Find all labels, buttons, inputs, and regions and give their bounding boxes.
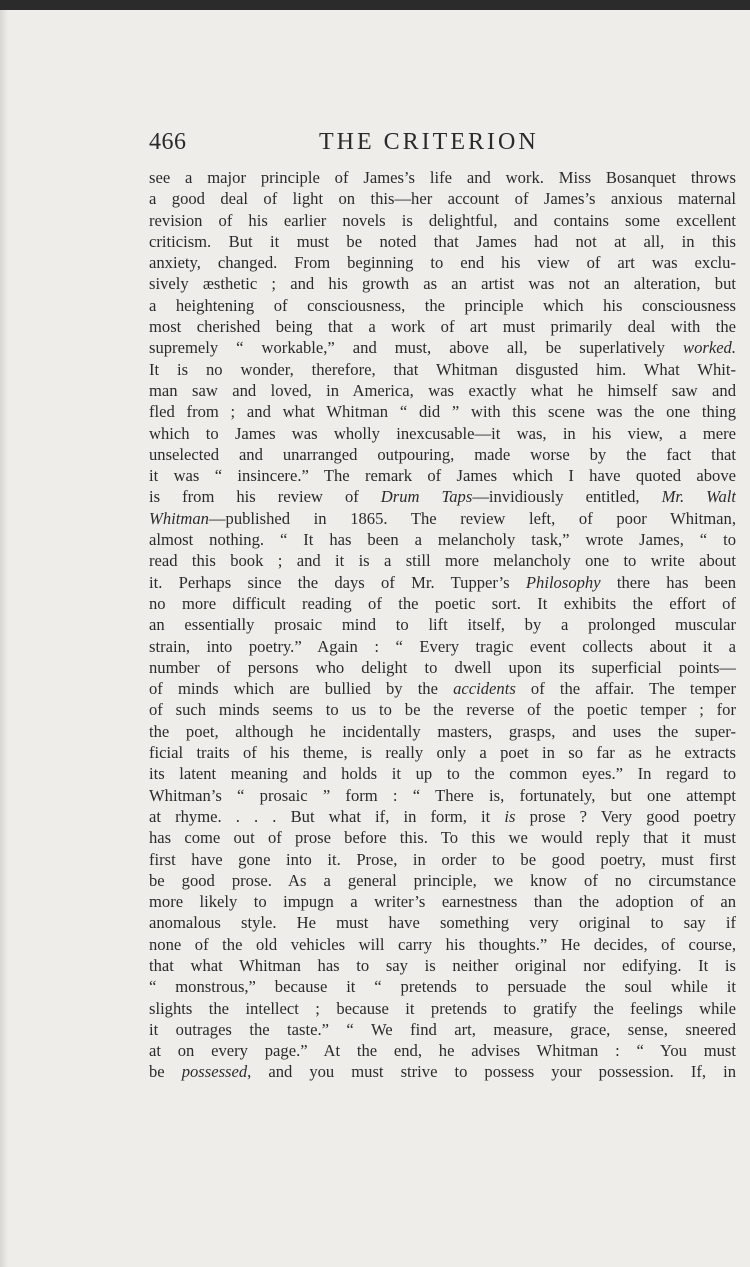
text-segment: criticism. But it must be noted that James had not at all, in this [149,231,736,251]
text-segment: man saw and loved, in America, was exactly what he himself saw and [149,380,736,400]
text-segment: it was “ insincere.” The remark of James which I have quoted above [149,466,736,486]
text-segment: a heightening of consciousness, the principle which his consciousness [149,295,736,315]
text-segment: —published in 1865. The review left, of poor Whitman, [208,508,736,528]
text-segment: no more difficult reading of the poetic sort. It exhibits the effort of [149,593,736,613]
text-line [149,657,736,678]
italic-text: possessed [181,1062,248,1082]
text-segment: prose ? Very good poetry [515,806,736,826]
text-segment: fled from ; and what Whitman “ did ” with this scene was the one thing [149,402,736,422]
text-segment: , and you must strive to possess your possession. If, in [247,1062,736,1082]
text-segment: that what Whitman has to say is neither original nor edifying. It is [149,955,736,975]
text-segment: of such minds seems to us to be the reverse of the poetic temper ; for [149,700,736,720]
text-segment: “ monstrous,” because it “ pretends to persuade the soul while it [149,977,736,997]
text-line [149,806,736,827]
text-segment: which to James was wholly inexcusable—it was, in his view, a mere [149,423,736,443]
text-line [149,529,736,550]
text-segment: strain, into poetry.” Again : “ Every tragic event collects about it a [149,636,736,656]
text-segment: is from his review of [149,487,381,507]
text-line [149,273,736,294]
text-segment: it. Perhaps since the days of Mr. Tupper’s [149,572,526,592]
italic-text: Drum Taps [380,487,473,507]
text-segment: of the affair. The temper [515,679,736,699]
text-line [149,699,736,720]
text-line [149,572,736,593]
text-segment: an essentially prosaic mind to lift itself, by a prolonged muscular [149,615,736,635]
text-line [149,550,736,571]
italic-text: worked. [683,338,736,358]
text-line [149,188,736,209]
text-line [149,508,736,529]
text-segment: —invidiously entitled, [472,487,662,507]
text-line [149,891,736,912]
text-line [149,614,736,635]
text-line [149,337,736,358]
text-line [149,295,736,316]
text-line [149,678,736,699]
text-line [149,827,736,848]
text-line [149,486,736,507]
text-line [149,849,736,870]
text-line [149,401,736,422]
italic-text: is [504,806,516,826]
text-line [149,231,736,252]
text-segment: It is no wonder, therefore, that Whitman disgusted him. What Whit- [149,359,736,379]
text-line [149,593,736,614]
text-line [149,721,736,742]
text-segment: a good deal of light on this—her account of James’s anxious maternal [149,189,736,209]
italic-text: accidents [453,679,516,699]
text-segment: slights the intellect ; because it pretends to gratify the feelings while [149,998,736,1018]
text-segment: almost nothing. “ It has been a melancholy task,” wrote James, “ to [149,530,736,550]
italic-text: Whitman [149,508,209,528]
text-segment: the poet, although he incidentally masters, grasps, and uses the super- [149,721,736,741]
text-line [149,465,736,486]
running-head [149,129,737,163]
text-segment: Whitman’s “ prosaic ” form : “ There is, fortunately, but one attempt [149,785,736,805]
text-line [149,359,736,380]
text-line [149,380,736,401]
text-line [149,785,736,806]
text-segment: sively æsthetic ; and his growth as an artist was not an alteration, but [149,274,736,294]
text-segment: none of the old vehicles will carry his thoughts.” He decides, of course, [149,934,736,954]
text-segment: anomalous style. He must have something very original to say if [149,913,736,933]
text-segment: of minds which are bullied by the [149,679,454,699]
text-segment: be good prose. As a general principle, we know of no circumstance [149,870,736,890]
text-line [149,444,736,465]
text-line [149,998,736,1019]
text-segment: most cherished being that a work of art must primarily deal with the [149,317,736,337]
text-segment: it outrages the taste.” “ We find art, measure, grace, sense, sneered [149,1019,736,1039]
page-top-edge [0,0,750,10]
text-line [149,316,736,337]
body-text [149,167,736,1083]
text-segment: at on every page.” At the end, he advises Whitman : “ You must [149,1041,736,1061]
text-line [149,912,736,933]
text-line [149,423,736,444]
text-line [149,976,736,997]
text-line [149,934,736,955]
italic-text: Philosophy [525,572,601,592]
page-binding-shadow [0,10,8,1267]
text-segment: see a major principle of James’s life and work. Miss Bosanquet throws [149,168,736,187]
text-segment: has come out of prose before this. To this we would reply that it must [149,828,736,848]
text-line [149,742,736,763]
text-line [149,1040,736,1061]
text-segment: ficial traits of his theme, is really only a poet in so far as he extracts [149,743,736,763]
text-segment: read this book ; and it is a still more melancholy one to write about [149,551,736,571]
text-segment: supremely “ workable,” and must, above all, be superlatively [149,338,683,358]
text-segment: be [149,1062,182,1082]
text-line [149,763,736,784]
journal-title: THE CRITERION [319,129,539,155]
text-line [149,955,736,976]
text-segment: its latent meaning and holds it up to the common eyes.” In regard to [149,764,736,784]
text-line [149,252,736,273]
page-number: 466 [149,129,187,155]
text-segment: anxiety, changed. From beginning to end his view of art was exclu- [149,253,736,273]
text-line [149,210,736,231]
text-line [149,1061,736,1082]
text-segment: at rhyme. . . . But what if, in form, it [149,806,505,826]
text-line [149,870,736,891]
text-segment: number of persons who delight to dwell upon its superficial points— [149,657,736,677]
text-line [149,636,736,657]
text-segment: there has been [600,572,736,592]
text-segment: revision of his earlier novels is delightful, and contains some excellent [149,210,736,230]
text-segment: more likely to impugn a writer’s earnestness than the adoption of an [149,892,736,912]
italic-text: Mr. Walt [661,487,736,507]
text-line [149,1019,736,1040]
text-line [149,167,736,188]
text-segment: first have gone into it. Prose, in order to be good poetry, must first [149,849,736,869]
text-segment: unselected and unarranged outpouring, made worse by the fact that [149,444,736,464]
